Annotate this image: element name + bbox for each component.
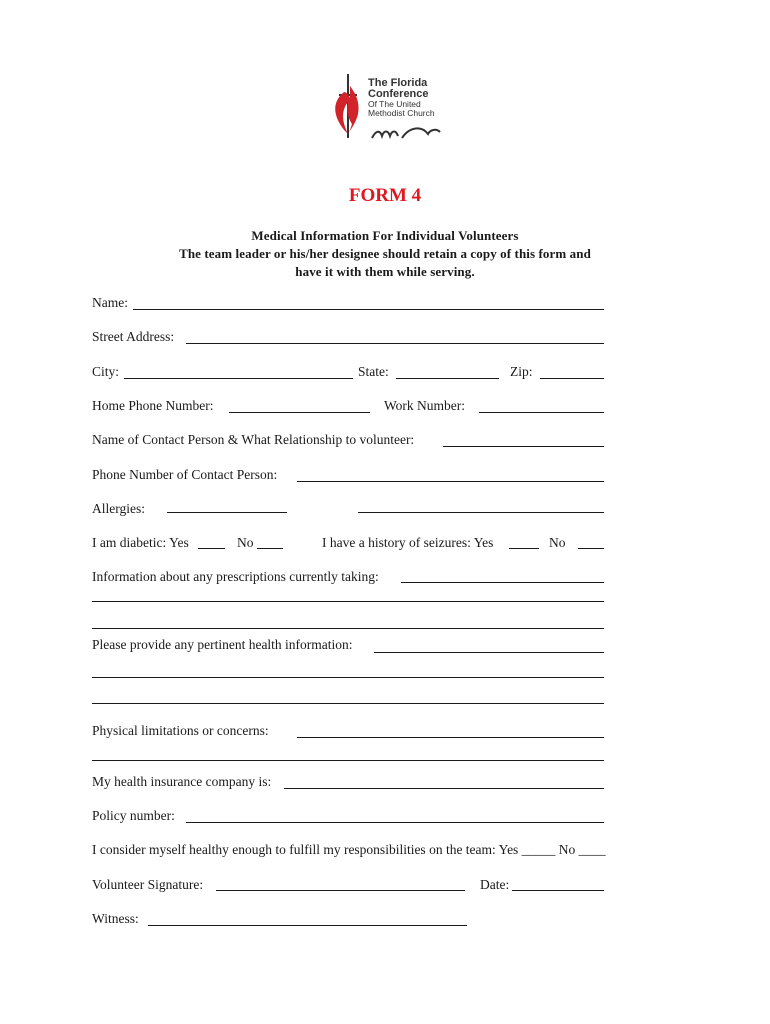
seizures-no-label: No [549,535,566,550]
logo-line4: Methodist Church [368,108,435,118]
witness-label: Witness: [92,911,139,926]
prescriptions-label: Information about any prescriptions currently taking: [92,569,379,584]
allergies-label: Allergies: [92,501,145,516]
cross-and-flame-icon [330,72,366,142]
contact-phone-label: Phone Number of Contact Person: [92,467,278,482]
contact-person-label: Name of Contact Person & What Relationship to volunteer: [92,432,415,447]
policy-field[interactable] [186,822,604,823]
health-info-label: Please provide any pertinent health information: [92,637,353,652]
insurance-label: My health insurance company is: [92,774,272,789]
seizures-yes-label: I have a history of seizures: Yes [322,535,494,550]
home-phone-field[interactable] [229,412,370,413]
insurance-field[interactable] [284,788,604,789]
prescriptions-line-3[interactable] [92,628,604,629]
city-label: City: [92,364,120,379]
signature-label: Volunteer Signature: [92,877,204,892]
home-phone-label: Home Phone Number: [92,398,214,413]
contact-phone-field[interactable] [297,481,604,482]
diabetic-yes-field[interactable] [198,548,225,549]
date-field[interactable] [512,890,604,891]
conference-logo [330,72,450,142]
subtitle-line-2: The team leader or his/her designee should retain a copy of this form and [179,246,591,261]
form-subtitle [0,227,770,281]
city-field[interactable] [124,378,353,379]
zip-field[interactable] [540,378,604,379]
subtitle-line-3: have it with them while serving. [295,264,475,279]
logo-line1: The Florida [368,77,428,89]
subtitle-line-1: Medical Information For Individual Volunteers [251,228,519,243]
diabetic-yes-label: I am diabetic: Yes [92,535,189,550]
zip-label: Zip: [510,364,533,379]
logo-line2: Conference [368,88,429,100]
limitations-label: Physical limitations or concerns: [92,723,269,738]
health-info-field[interactable] [374,652,604,653]
name-field[interactable] [133,309,604,310]
signature-field[interactable] [216,890,465,891]
allergies-field-1[interactable] [167,512,287,513]
diabetic-no-label: No [237,535,254,550]
logo-text [368,78,435,118]
state-label: State: [358,364,389,379]
contact-person-field[interactable] [443,446,604,447]
wave-icon [370,124,442,142]
form-title: FORM 4 [348,185,422,206]
witness-field[interactable] [148,925,467,926]
limitations-line-2[interactable] [92,760,604,761]
name-label: Name: [92,295,128,310]
prescriptions-line-2[interactable] [92,601,604,602]
prescriptions-field[interactable] [401,582,604,583]
work-number-field[interactable] [479,412,604,413]
limitations-field[interactable] [297,737,604,738]
diabetic-no-field[interactable] [257,548,283,549]
state-field[interactable] [396,378,499,379]
street-address-label: Street Address: [92,329,175,344]
date-label: Date: [480,877,510,892]
allergies-field-2[interactable] [358,512,604,513]
health-info-line-3[interactable] [92,703,604,704]
healthy-statement: I consider myself healthy enough to fulfill my responsibilities on the team: Yes _____ No ____ [92,842,606,857]
seizures-no-field[interactable] [578,548,604,549]
health-info-line-2[interactable] [92,677,604,678]
work-number-label: Work Number: [384,398,466,413]
logo-line3: Of The United [368,99,421,109]
seizures-yes-field[interactable] [509,548,539,549]
street-address-field[interactable] [186,343,604,344]
policy-label: Policy number: [92,808,175,823]
